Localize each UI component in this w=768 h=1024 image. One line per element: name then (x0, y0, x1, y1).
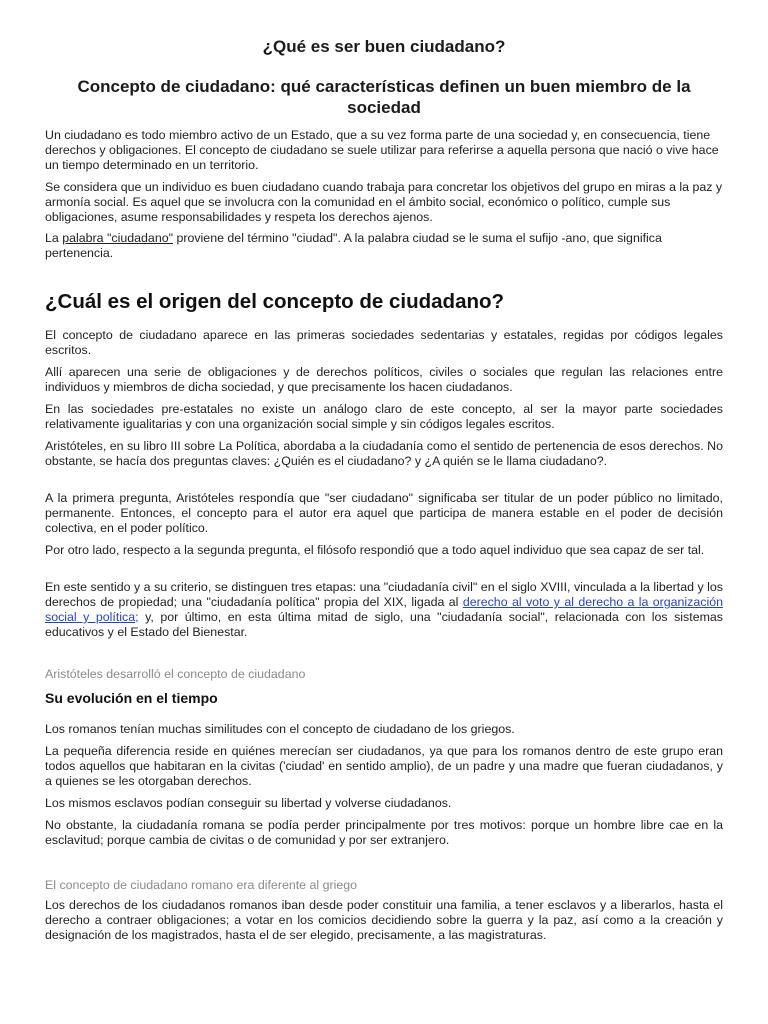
origin-paragraph-1: El concepto de ciudadano aparece en las primeras sociedades sedentarias y estatales, regidas por códigos legales escritos. (45, 328, 723, 357)
intro-paragraph-3 (45, 231, 723, 261)
intro-paragraph-1: Un ciudadano es todo miembro activo de un Estado, que a su vez forma parte de una sociedad y, en consecuencia, tiene derechos y obligaciones. El concepto de ciudadano se suele utilizar para referirse a aquella persona que nació o vive hace un tiempo determinado en un territorio. (45, 128, 719, 172)
palabra-ciudadano-link[interactable]: palabra "ciudadano" (62, 231, 173, 245)
origin-paragraph-3: En las sociedades pre-estatales no existe un análogo claro de este concepto, al ser la mayor parte sociedades relativamente igualitarias y con una organización social simple y sin códigos legales escritos. (45, 402, 723, 431)
intro-paragraph-3-after: proviene del término "ciudad". A la palabra ciudad se le suma el sufijo -ano, que significa pertenencia. (45, 231, 662, 260)
origin-paragraph-2: Allí aparecen una serie de obligaciones y de derechos políticos, civiles o sociales que regulan las relaciones entre individuos y miembros de dicha sociedad, y que precisamente los hacen ciudadanos. (45, 365, 723, 394)
evolution-paragraph-1: Los romanos tenían muchas similitudes con el concepto de ciudadano de los griegos. (45, 722, 515, 736)
origin-paragraph-4: Aristóteles, en su libro III sobre La Política, abordaba a la ciudadanía como el sentido de pertenencia de esos derechos. No obstante, se hacía dos preguntas claves: ¿Quién es el ciudadano? y ¿A quién se le llama ciudadano?. (45, 439, 723, 468)
origin-heading: ¿Cuál es el origen del concepto de ciudadano? (45, 290, 505, 313)
page-title: ¿Qué es ser buen ciudadano? (262, 37, 506, 56)
origin-paragraph-7-before: En este sentido y a su criterio, se distinguen tres etapas: una "ciudadanía civil" en el siglo XVIII, vinculada a la libertad y los derechos de propiedad; una "ciudadanía política" propia del XIX, ligada al (45, 580, 723, 609)
origin-paragraph-6: Por otro lado, respecto a la segunda pregunta, el filósofo respondió que a todo aquel individuo que sea capaz de ser tal. (45, 543, 705, 557)
evolution-paragraph-3: Los mismos esclavos podían conseguir su libertad y volverse ciudadanos. (45, 796, 452, 810)
image-caption-roman: El concepto de ciudadano romano era diferente al griego (45, 878, 358, 892)
derecho-al-voto-link[interactable]: derecho al voto y al derecho a la organización social y política; (45, 595, 723, 624)
concept-title: Concepto de ciudadano: qué características definen un buen miembro de la sociedad (77, 77, 691, 117)
origin-paragraph-7 (45, 580, 723, 640)
intro-paragraph-2: Se considera que un individuo es buen ciudadano cuando trabaja para concretar los objetivos del grupo en miras a la paz y armonía social. Es aquel que se involucra con la comunidad en el ámbito social, económico o político, cumple sus obligaciones, asume responsabilidades y respeta los derechos ajenos. (45, 180, 723, 224)
image-caption-aristotle: Aristóteles desarrolló el concepto de ciudadano (45, 667, 306, 681)
evolution-heading: Su evolución en el tiempo (45, 690, 218, 706)
evolution-paragraph-4: No obstante, la ciudadanía romana se podía perder principalmente por tres motivos: porque un hombre libre cae en la esclavitud; porque cambia de civitas o de comunidad y por ser extranjero. (45, 818, 723, 847)
intro-paragraph-3-before: La (45, 231, 63, 245)
origin-paragraph-5: A la primera pregunta, Aristóteles respondía que "ser ciudadano" significaba ser titular de un poder público no limitado, permanente. Entonces, el concepto para el autor era aquel que participa de manera estable en el poder de decisión colectiva, en el poder político. (45, 491, 723, 535)
evolution-paragraph-2: La pequeña diferencia reside en quiénes merecían ser ciudadanos, ya que para los romanos dentro de este grupo eran todos aquellos que habitaran en la civitas ('ciudad' en sentido amplio), de un padre y una madre que fueran ciudadanos, y a quienes se les otorgaban derechos. (45, 744, 723, 788)
origin-paragraph-7-after: y, por último, en esta última mitad de siglo, una "ciudadanía social", relacionada con los sistemas educativos y el Estado del Bienestar. (45, 610, 723, 639)
roman-rights-paragraph: Los derechos de los ciudadanos romanos iban desde poder constituir una familia, a tener esclavos y a liberarlos, hasta el derecho a contraer obligaciones; a votar en los comicios decidiendo sobre la guerra y la paz, así como a la creación y designación de los magistrados, hasta el de ser elegido, precisamente, a las magistraturas. (45, 898, 723, 942)
